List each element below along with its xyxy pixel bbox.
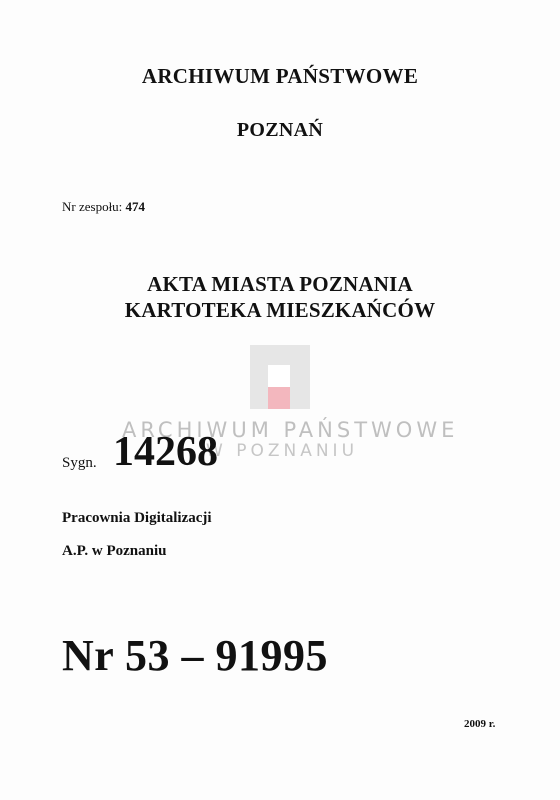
fonds-label: Nr zespołu: [62, 199, 123, 214]
signature-number: 14268 [113, 429, 218, 475]
watermark-logo-red [268, 387, 290, 409]
signature-label: Sygn. [62, 455, 97, 471]
lab-place: A.P. w Poznaniu [62, 543, 167, 559]
fonds-number [62, 199, 145, 215]
archive-city: POZNAŃ [236, 119, 324, 141]
collection-title-line2: KARTOTEKA MIESZKAŃCÓW [124, 298, 436, 322]
archive-title: ARCHIWUM PAŃSTWOWE [141, 64, 419, 88]
fonds-value: 474 [125, 199, 146, 214]
lab-name: Pracownia Digitalizacji [62, 510, 212, 526]
watermark-text-line1: ARCHIWUM PAŃSTWOWE [122, 418, 459, 442]
collection-title-line1: AKTA MIASTA POZNANIA [147, 272, 413, 296]
document-year: 2009 r. [464, 718, 496, 730]
watermark-logo [250, 345, 310, 409]
watermark-logo-flag [268, 365, 290, 409]
watermark-text-line2: W POZNANIU [206, 441, 359, 461]
document-number: Nr 53 – 91995 [62, 631, 329, 680]
